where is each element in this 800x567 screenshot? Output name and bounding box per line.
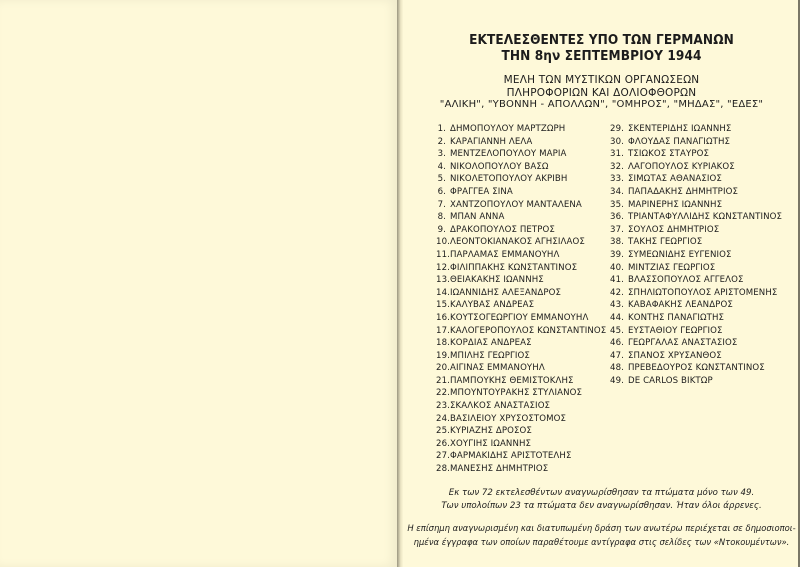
item-name: ΕΥΣΤΑΘΙΟΥ ΓΕΩΡΓΙΟΣ [628, 325, 723, 336]
item-number: 47. [610, 350, 624, 361]
item-number: 11. [436, 249, 450, 260]
subtitle-line-1: ΜΕΛΗ ΤΩΝ ΜΥΣΤΙΚΩΝ ΟΡΓΑΝΩΣΕΩΝ [503, 74, 700, 86]
item-name: ΠΑΠΑΔΑΚΗΣ ΔΗΜΗΤΡΙΟΣ [628, 186, 738, 197]
item-name: ΤΣΙΩΚΟΣ ΣΤΑΥΡΟΣ [628, 149, 710, 160]
item-name: ΛΑΓΟΠΟΥΛΟΣ ΚΥΡΙΑΚΟΣ [628, 161, 735, 172]
item-number: 29. [610, 124, 624, 134]
list-item [436, 225, 626, 238]
item-number: 19. [436, 350, 450, 361]
list-item [436, 288, 626, 301]
item-number: 4. [437, 161, 446, 172]
list-item [436, 313, 626, 326]
list-item [610, 351, 800, 364]
list-item [436, 149, 626, 162]
list-item [610, 200, 800, 213]
list-item [436, 137, 626, 150]
title-line-2: ΤΗΝ 8ην ΣΕΠΤΕΜΒΡΙΟΥ 1944 [501, 48, 702, 64]
item-number: 23. [436, 401, 450, 412]
item-number: 44. [610, 312, 624, 323]
item-name: ΚΟΡΔΙΑΣ ΑΝΔΡΕΑΣ [450, 338, 532, 349]
item-number: 26. [436, 438, 450, 449]
item-number: 20. [436, 363, 450, 374]
item-name: ΚΑΡΑΓΙΑΝΝΗ ΛΕΛΑ [450, 136, 533, 147]
item-name: ΜΠΟΥΝΤΟΥΡΑΚΗΣ ΣΤΥΛΙΑΝΟΣ [450, 388, 583, 399]
item-number: 48. [610, 363, 624, 374]
list-item [436, 439, 626, 452]
list-item [610, 162, 800, 175]
item-name: ΓΕΩΡΓΑΛΑΣ ΑΝΑΣΤΑΣΙΟΣ [628, 338, 738, 349]
item-number: 37. [610, 224, 624, 235]
item-number: 38. [610, 237, 624, 248]
list-item [610, 149, 800, 162]
list-item [436, 250, 626, 263]
note-line-1: Εκ των 72 εκτελεσθέντων αναγνωρίσθησαν τα πτώματα μόνο των 49. [448, 488, 755, 498]
item-number: 2. [437, 136, 446, 147]
item-number: 9. [437, 224, 446, 235]
list-item [610, 326, 800, 339]
list-item [610, 376, 800, 389]
item-number: 17. [436, 325, 450, 336]
title-line-1: ΕΚΤΕΛΕΣΘΕΝΤΕΣ ΥΠΟ ΤΩΝ ΓΕΡΜΑΝΩΝ [469, 32, 734, 48]
item-number: 43. [610, 300, 624, 311]
list-item [610, 263, 800, 276]
item-name: ΦΛΟΥΔΑΣ ΠΑΝΑΓΙΩΤΗΣ [628, 136, 731, 147]
item-name: ΧΑΝΤΖΟΠΟΥΛΟΥ ΜΑΝΤΑΛΕΝΑ [450, 199, 582, 210]
footer-line-2: ημένα έγγραφα των οποίων παραθέτουμε αντίγραφα στις σελίδες των «Ντοκουμέντων». [413, 537, 790, 547]
list-item [610, 338, 800, 351]
item-name: ΘΕΙΑΚΑΚΗΣ ΙΩΑΝΝΗΣ [450, 275, 544, 286]
list-item [436, 414, 626, 427]
item-number: 30. [610, 136, 624, 147]
list-item [610, 288, 800, 301]
item-number: 27. [436, 451, 450, 462]
item-name: ΚΑΛΟΓΕΡΟΠΟΥΛΟΣ ΚΩΝΣΤΑΝΤΙΝΟΣ [450, 325, 607, 336]
subtitle-line-2: ΠΛΗΡΟΦΟΡΙΩΝ ΚΑΙ ΔΟΛΙΟΦΘΟΡΩΝ [506, 87, 697, 99]
item-name: ΚΟΝΤΗΣ ΠΑΝΑΓΙΩΤΗΣ [628, 312, 725, 323]
list-item [610, 275, 800, 288]
item-name: ΚΟΥΤΣΟΓΕΩΡΓΙΟΥ ΕΜΜΑΝΟΥΗΛ [450, 312, 589, 323]
list-item [436, 237, 626, 250]
list-item [436, 376, 626, 389]
item-name: ΠΑΜΠΟΥΚΗΣ ΘΕΜΙΣΤΟΚΛΗΣ [450, 375, 574, 386]
list-item [610, 237, 800, 250]
item-name: ΚΑΛΥΒΑΣ ΑΝΔΡΕΑΣ [450, 300, 535, 311]
list-item [436, 401, 626, 414]
footer-line-1: Η επίσημη αναγνωρισμένη και διατυπωμένη δράση των ανωτέρω περιέχεται σε δημοσιοποι- [407, 523, 796, 533]
item-name: ΦΙΛΙΠΠΑΚΗΣ ΚΩΝΣΤΑΝΤΙΝΟΣ [450, 262, 578, 273]
item-name: ΑΙΓΙΝΑΣ ΕΜΜΑΝΟΥΗΛ [450, 363, 545, 374]
list-item [436, 275, 626, 288]
item-name: ΣΙΜΩΤΑΣ ΑΘΑΝΑΣΙΟΣ [628, 174, 722, 185]
item-number: 10. [436, 237, 450, 248]
list-item [436, 338, 626, 351]
item-name: ΜΠΑΝ ΑΝΝΑ [450, 212, 505, 223]
item-name: ΝΙΚΟΛΕΤΟΠΟΥΛΟΥ ΑΚΡΙΒΗ [450, 174, 568, 185]
list-item [436, 351, 626, 364]
list-item [436, 464, 626, 477]
left-blank-page [0, 0, 398, 567]
list-item [436, 200, 626, 213]
item-name: ΠΡΕΒΕΔΟΥΡΟΣ ΚΩΝΣΤΑΝΤΙΝΟΣ [628, 363, 765, 374]
item-name: ΣΚΕΝΤΕΡΙΔΗΣ ΙΩΑΝΝΗΣ [628, 124, 732, 134]
item-name: ΜΙΝΤΖΙΑΣ ΓΕΩΡΓΙΟΣ [628, 262, 716, 273]
item-name: DE CARLOS ΒΙΚΤΩΡ [628, 375, 713, 386]
list-item [436, 187, 626, 200]
item-number: 21. [436, 375, 450, 386]
item-number: 32. [610, 161, 624, 172]
item-name: ΔΗΜΟΠΟΥΛΟΥ ΜΑΡΤΖΩΡΗ [450, 124, 566, 134]
list-item [436, 212, 626, 225]
item-name: ΒΑΣΙΛΕΙΟΥ ΧΡΥΣΟΣΤΟΜΟΣ [450, 413, 566, 424]
item-number: 42. [610, 287, 624, 298]
item-number: 15. [436, 300, 450, 311]
item-number: 39. [610, 249, 624, 260]
item-number: 31. [610, 149, 624, 160]
item-name: ΤΡΙΑΝΤΑΦΥΛΛΙΔΗΣ ΚΩΝΣΤΑΝΤΙΝΟΣ [628, 212, 783, 223]
item-number: 12. [436, 262, 450, 273]
item-number: 33. [610, 174, 624, 185]
list-item [610, 174, 800, 187]
item-name: ΒΛΑΣΣΟΠΟΥΛΟΣ ΑΓΓΕΛΟΣ [628, 275, 744, 286]
item-name: ΦΡΑΓΓΕΑ ΣΙΝΑ [450, 186, 513, 197]
item-number: 49. [610, 375, 624, 386]
list-item [610, 363, 800, 376]
item-number: 40. [610, 262, 624, 273]
item-name: ΣΥΜΕΩΝΙΔΗΣ ΕΥΓΕΝΙΟΣ [628, 249, 732, 260]
list-item [610, 187, 800, 200]
item-number: 34. [610, 186, 624, 197]
names-list-left [436, 124, 626, 477]
item-name: ΜΕΝΤΖΕΛΟΠΟΥΛΟΥ ΜΑΡΙΑ [450, 149, 567, 160]
item-name: ΠΑΡΛΑΜΑΣ ΕΜΜΑΝΟΥΗΛ [450, 249, 560, 260]
item-number: 45. [610, 325, 624, 336]
item-number: 22. [436, 388, 450, 399]
item-number: 18. [436, 338, 450, 349]
note-line-2: Των υπολοίπων 23 τα πτώματα δεν αναγνωρίσθησαν. Ήταν όλοι άρρενες. [441, 501, 762, 511]
list-item [610, 225, 800, 238]
list-item [436, 426, 626, 439]
item-number: 28. [436, 464, 450, 475]
list-item [436, 162, 626, 175]
list-item [610, 250, 800, 263]
item-name: ΣΠΑΝΟΣ ΧΡΥΣΑΝΘΟΣ [628, 350, 722, 361]
item-name: ΙΩΑΝΝΙΔΗΣ ΑΛΕΞΑΝΔΡΟΣ [450, 287, 562, 298]
item-number: 41. [610, 275, 624, 286]
list-item [436, 388, 626, 401]
list-item [610, 137, 800, 150]
list-item [610, 313, 800, 326]
item-number: 13. [436, 275, 450, 286]
item-number: 36. [610, 212, 624, 223]
list-item [436, 263, 626, 276]
list-item [610, 124, 800, 137]
item-number: 25. [436, 426, 450, 437]
item-name: ΚΥΡΙΑΖΗΣ ΔΡΟΣΟΣ [450, 426, 532, 437]
list-item [436, 451, 626, 464]
list-item [436, 300, 626, 313]
list-item [610, 212, 800, 225]
item-name: ΝΙΚΟΛΟΠΟΥΛΟΥ ΒΑΣΩ [450, 161, 549, 172]
item-number: 1. [437, 124, 446, 134]
item-number: 24. [436, 413, 450, 424]
item-name: ΚΑΒΑΦΑΚΗΣ ΛΕΑΝΔΡΟΣ [628, 300, 733, 311]
item-number: 3. [437, 149, 446, 160]
item-number: 14. [436, 287, 450, 298]
list-item [436, 124, 626, 137]
list-item [610, 300, 800, 313]
item-name: ΔΡΑΚΟΠΟΥΛΟΣ ΠΕΤΡΟΣ [450, 224, 555, 235]
item-name: ΜΑΡΙΝΕΡΗΣ ΙΩΑΝΝΗΣ [628, 199, 723, 210]
item-name: ΣΟΥΛΟΣ ΔΗΜΗΤΡΙΟΣ [628, 224, 720, 235]
list-item [436, 174, 626, 187]
item-number: 7. [437, 199, 446, 210]
item-number: 16. [436, 312, 450, 323]
item-number: 6. [437, 186, 446, 197]
item-number: 35. [610, 199, 624, 210]
right-page [403, 0, 800, 567]
item-number: 46. [610, 338, 624, 349]
subtitle-organizations: "ΑΛΙΚΗ", "ΥΒΟΝΝΗ - ΑΠΟΛΛΩΝ", "ΟΜΗΡΟΣ", "ΜΗΔΑΣ", "ΕΔΕΣ" [439, 99, 764, 110]
item-name: ΦΑΡΜΑΚΙΔΗΣ ΑΡΙΣΤΟΤΕΛΗΣ [450, 451, 572, 462]
names-list-right [610, 124, 800, 388]
list-item [436, 363, 626, 376]
item-name: ΜΠΙΛΗΣ ΓΕΩΡΓΙΟΣ [450, 350, 530, 361]
item-name: ΣΠΗΛΙΩΤΟΠΟΥΛΟΣ ΑΡΙΣΤΟΜΕΝΗΣ [628, 287, 778, 298]
item-number: 5. [437, 174, 446, 185]
item-name: ΛΕΟΝΤΟΚΙΑΝΑΚΟΣ ΑΓΗΣΙΛΑΟΣ [450, 237, 585, 248]
item-name: ΤΑΚΗΣ ΓΕΩΡΓΙΟΣ [628, 237, 703, 248]
item-name: ΣΚΑΛΚΟΣ ΑΝΑΣΤΑΣΙΟΣ [450, 401, 551, 412]
item-name: ΜΑΝΕΣΗΣ ΔΗΜΗΤΡΙΟΣ [450, 464, 549, 475]
item-name: ΧΟΥΓΙΗΣ ΙΩΑΝΝΗΣ [450, 438, 532, 449]
item-number: 8. [437, 212, 446, 223]
list-item [436, 326, 626, 339]
